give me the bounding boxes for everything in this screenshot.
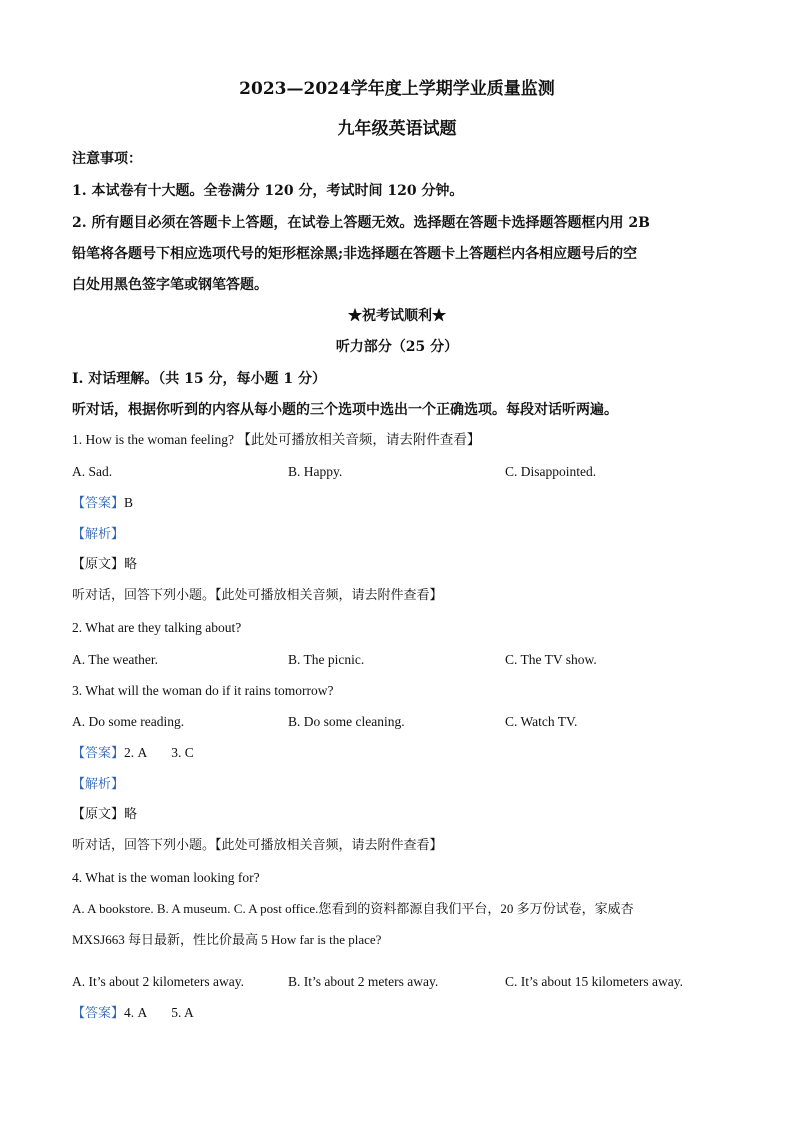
question-4: 4. What is the woman looking for? (72, 870, 260, 885)
blessing-text: ★祝考试顺利★ (348, 308, 446, 324)
q4-answer: 4. A (124, 1005, 148, 1020)
group23-intro: 听对话，回答下列小题。【此处可播放相关音频，请去附件查看】 (72, 588, 443, 603)
group45-answer-row (72, 1004, 194, 1023)
group23-original: 略 (124, 807, 138, 822)
group23-original-row (72, 806, 137, 824)
q3-option-b: B. Do some cleaning. (288, 714, 405, 729)
q2-option-c: C. The TV show. (505, 652, 597, 667)
exam-title: 2023—2024学年度上学期学业质量监测 (239, 79, 555, 99)
notes-item-2-line-3: 白处用黑色签字笔或钢笔答题。 (72, 277, 268, 293)
answer-tag: 【答案】 (72, 746, 125, 761)
q1-option-c: C. Disappointed. (505, 464, 597, 479)
notes-item-1: 1. 本试卷有十大题。全卷满分 120 分，考试时间 120 分钟。 (72, 183, 464, 199)
notes-item-2-line-1: 2. 所有题目必须在答题卡上答题，在试卷上答题无效。选择题在答题卡选择题答题框内用 2B (72, 215, 650, 231)
part1-instruction: 听对话，根据你听到的内容从每小题的三个选项中选出一个正确选项。每段对话听两遍。 (72, 402, 618, 418)
q2-option-a: A. The weather. (72, 652, 158, 667)
q3-answer: 3. C (171, 745, 194, 760)
q1-answer-row (72, 494, 133, 513)
q2-answer: 2. A (124, 745, 148, 760)
q5-option-a: A. It’s about 2 kilometers away. (72, 974, 244, 989)
q3-option-a: A. Do some reading. (72, 714, 185, 729)
group23-answer-row (72, 744, 194, 763)
answer-tag: 【答案】 (72, 1006, 125, 1021)
section-listening-heading: 听力部分（25 分） (335, 339, 459, 355)
q4-options-line-2: MXSJ663 每日最新，性比价最高 5 How far is the place? (72, 932, 382, 947)
q2-option-b: B. The picnic. (288, 652, 365, 667)
q5-option-c: C. It’s about 15 kilometers away. (505, 974, 683, 989)
question-3: 3. What will the woman do if it rains tomorrow? (72, 683, 334, 698)
original-tag: 【原文】 (72, 807, 125, 822)
analysis-tag: 【解析】 (72, 527, 125, 542)
notes-heading: 注意事项： (72, 151, 142, 167)
q5-answer: 5. A (171, 1005, 194, 1020)
q3-option-c: C. Watch TV. (505, 714, 578, 729)
q1-option-a: A. Sad. (72, 464, 113, 479)
question-1: 1. How is the woman feeling? 【此处可播放相关音频，请去附件查看】 (72, 432, 481, 447)
exam-subtitle: 九年级英语试题 (337, 119, 457, 139)
q1-answer: B (124, 495, 134, 510)
original-tag: 【原文】 (72, 557, 125, 572)
analysis-tag: 【解析】 (72, 777, 125, 792)
q1-original: 略 (124, 557, 138, 572)
notes-item-2-line-2: 铅笔将各题号下相应选项代号的矩形框涂黑;非选择题在答题卡上答题栏内各相应题号后的空 (72, 246, 638, 262)
q1-option-b: B. Happy. (288, 464, 343, 479)
group23-analysis-row (72, 775, 124, 794)
part1-heading: I. 对话理解。（共 15 分，每小题 1 分） (72, 371, 327, 387)
answer-tag: 【答案】 (72, 496, 125, 511)
q1-original-row (72, 556, 137, 574)
q1-analysis-row (72, 525, 124, 544)
question-2: 2. What are they talking about? (72, 620, 242, 635)
q5-option-b: B. It’s about 2 meters away. (288, 974, 439, 989)
group45-intro: 听对话，回答下列小题。【此处可播放相关音频，请去附件查看】 (72, 838, 443, 853)
q4-options-line: A. A bookstore. B. A museum. C. A post office.您看到的资料都源自我们平台，20 多万份试卷，家威杏 (72, 901, 634, 916)
